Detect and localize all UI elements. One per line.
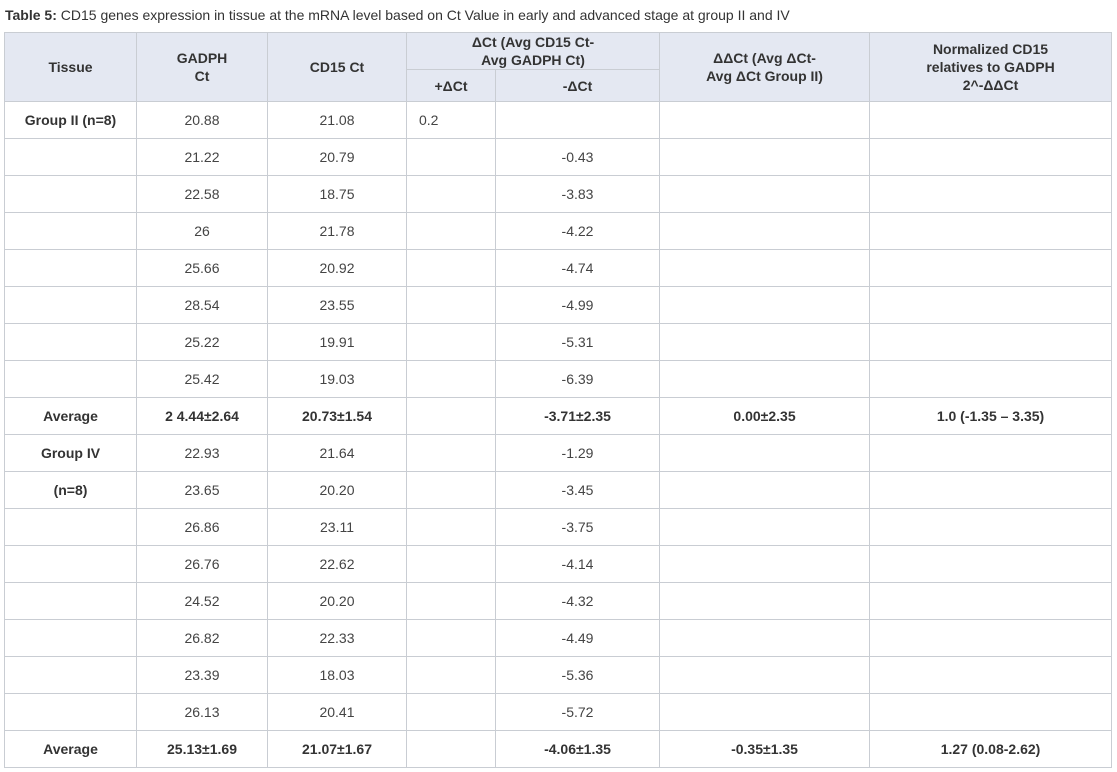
header-delta-delta-ct [660,33,870,102]
cell-gadph-ct: 25.22 [137,324,268,361]
cell-cd15-ct: 21.64 [268,435,407,472]
cell-plus-delta-ct [407,694,496,731]
table-caption [5,6,790,24]
table-row [5,139,1112,176]
cell-normalized: 1.27 (0.08-2.62) [870,731,1112,768]
cell-gadph-ct: 25.13±1.69 [137,731,268,768]
cell-delta-delta-ct [660,583,870,620]
cell-gadph-ct: 23.39 [137,657,268,694]
cell-minus-delta-ct: -3.83 [496,176,660,213]
cell-cd15-ct: 20.73±1.54 [268,398,407,435]
cell-gadph-ct: 24.52 [137,583,268,620]
cell-tissue [5,694,137,731]
cell-plus-delta-ct [407,139,496,176]
cell-normalized [870,546,1112,583]
table-row [5,213,1112,250]
cell-tissue: Average [5,731,137,768]
header-minus-delta-ct: -ΔCt [496,70,660,102]
cell-cd15-ct: 22.33 [268,620,407,657]
cell-tissue: Average [5,398,137,435]
cell-cd15-ct: 18.03 [268,657,407,694]
cell-gadph-ct: 26.13 [137,694,268,731]
cell-minus-delta-ct: -3.75 [496,509,660,546]
cell-tissue [5,620,137,657]
cell-minus-delta-ct: -5.31 [496,324,660,361]
cell-minus-delta-ct: -3.45 [496,472,660,509]
cell-minus-delta-ct: -4.14 [496,546,660,583]
cell-tissue [5,583,137,620]
cell-plus-delta-ct [407,250,496,287]
cell-tissue [5,324,137,361]
cell-delta-delta-ct [660,250,870,287]
cell-gadph-ct: 28.54 [137,287,268,324]
cell-plus-delta-ct [407,213,496,250]
header-norm-line1: Normalized CD15 [932,41,1049,57]
cell-plus-delta-ct [407,620,496,657]
cd15-expression-table [4,32,1112,768]
table-row [5,250,1112,287]
cell-gadph-ct: 22.58 [137,176,268,213]
cell-tissue [5,139,137,176]
cell-minus-delta-ct [496,102,660,139]
cell-normalized [870,287,1112,324]
cell-normalized [870,324,1112,361]
header-gadph [137,33,268,102]
table-row [5,694,1112,731]
cell-minus-delta-ct: -4.32 [496,583,660,620]
cell-minus-delta-ct: -4.49 [496,620,660,657]
cell-minus-delta-ct: -1.29 [496,435,660,472]
caption-label: Table 5: [5,7,57,23]
caption-text: CD15 genes expression in tissue at the mRNA level based on Ct Value in early and advanced stage at group II and IV [56,7,790,23]
cell-cd15-ct: 20.20 [268,472,407,509]
cell-cd15-ct: 20.41 [268,694,407,731]
header-ddct-line2: Avg ΔCt Group II) [706,68,823,84]
table-row [5,583,1112,620]
cell-delta-delta-ct [660,139,870,176]
header-norm-line2: relatives to GADPH [926,59,1055,75]
table-row [5,287,1112,324]
table-row [5,472,1112,509]
header-normalized [870,33,1112,102]
cell-cd15-ct: 21.07±1.67 [268,731,407,768]
cell-delta-delta-ct [660,361,870,398]
cell-cd15-ct: 23.11 [268,509,407,546]
cell-plus-delta-ct: 0.2 [407,102,496,139]
table-row [5,435,1112,472]
cell-minus-delta-ct: -4.06±1.35 [496,731,660,768]
cell-gadph-ct: 23.65 [137,472,268,509]
cell-gadph-ct: 21.22 [137,139,268,176]
cell-cd15-ct: 22.62 [268,546,407,583]
header-ddct-line1: ΔΔCt (Avg ΔCt- [713,50,816,66]
header-delta-ct [407,33,660,70]
cell-tissue [5,287,137,324]
cell-tissue [5,657,137,694]
cell-cd15-ct: 20.79 [268,139,407,176]
table-row [5,176,1112,213]
cell-minus-delta-ct: -4.99 [496,287,660,324]
table-body [5,102,1112,768]
cell-tissue [5,213,137,250]
header-norm-line3: 2^-ΔΔCt [962,77,1019,93]
cell-gadph-ct: 22.93 [137,435,268,472]
cell-plus-delta-ct [407,176,496,213]
cell-delta-delta-ct [660,102,870,139]
cell-gadph-ct: 25.66 [137,250,268,287]
cell-cd15-ct: 23.55 [268,287,407,324]
cell-cd15-ct: 18.75 [268,176,407,213]
cell-tissue: Group II (n=8) [5,102,137,139]
cell-delta-delta-ct [660,509,870,546]
header-delta-ct-line2: Avg GADPH Ct) [481,52,585,68]
cell-tissue: Group IV [5,435,137,472]
cell-cd15-ct: 20.20 [268,583,407,620]
cell-plus-delta-ct [407,435,496,472]
cell-normalized [870,102,1112,139]
cell-minus-delta-ct: -6.39 [496,361,660,398]
cell-minus-delta-ct: -4.22 [496,213,660,250]
cell-normalized [870,509,1112,546]
header-cd15: CD15 Ct [268,33,407,102]
table-row [5,657,1112,694]
cell-normalized [870,213,1112,250]
cell-plus-delta-ct [407,398,496,435]
cell-minus-delta-ct: -4.74 [496,250,660,287]
cell-plus-delta-ct [407,324,496,361]
cell-cd15-ct: 21.08 [268,102,407,139]
cell-normalized [870,694,1112,731]
cell-gadph-ct: 25.42 [137,361,268,398]
cell-delta-delta-ct: 0.00±2.35 [660,398,870,435]
cell-delta-delta-ct [660,620,870,657]
cell-delta-delta-ct [660,657,870,694]
cell-normalized [870,361,1112,398]
cell-tissue [5,361,137,398]
table-row [5,546,1112,583]
cell-delta-delta-ct [660,546,870,583]
cell-plus-delta-ct [407,509,496,546]
cell-cd15-ct: 21.78 [268,213,407,250]
cell-plus-delta-ct [407,472,496,509]
cell-gadph-ct: 20.88 [137,102,268,139]
cell-delta-delta-ct [660,324,870,361]
cell-normalized [870,657,1112,694]
average-row [5,398,1112,435]
cell-normalized [870,435,1112,472]
cell-gadph-ct: 26.82 [137,620,268,657]
cell-tissue [5,546,137,583]
cell-gadph-ct: 26.86 [137,509,268,546]
table-row [5,361,1112,398]
cell-plus-delta-ct [407,287,496,324]
cell-normalized [870,472,1112,509]
average-row [5,731,1112,768]
cell-normalized [870,139,1112,176]
cell-plus-delta-ct [407,546,496,583]
table-row [5,324,1112,361]
header-tissue: Tissue [5,33,137,102]
cell-minus-delta-ct: -0.43 [496,139,660,176]
cell-cd15-ct: 19.91 [268,324,407,361]
cell-gadph-ct: 26 [137,213,268,250]
cell-cd15-ct: 20.92 [268,250,407,287]
cell-tissue [5,509,137,546]
cell-delta-delta-ct [660,287,870,324]
header-delta-ct-line1: ΔCt (Avg CD15 Ct- [471,34,595,50]
cell-normalized [870,620,1112,657]
header-gadph-line1: GADPH [176,50,228,66]
cell-plus-delta-ct [407,731,496,768]
cell-delta-delta-ct [660,472,870,509]
table-row [5,102,1112,139]
cell-plus-delta-ct [407,583,496,620]
cell-minus-delta-ct: -5.72 [496,694,660,731]
header-plus-delta-ct: +ΔCt [407,70,496,102]
table-row [5,509,1112,546]
cell-tissue: (n=8) [5,472,137,509]
cell-delta-delta-ct [660,694,870,731]
header-gadph-line2: Ct [194,68,210,84]
cell-normalized [870,250,1112,287]
cell-minus-delta-ct: -5.36 [496,657,660,694]
cell-delta-delta-ct [660,176,870,213]
cell-gadph-ct: 2 4.44±2.64 [137,398,268,435]
cell-tissue [5,176,137,213]
cell-gadph-ct: 26.76 [137,546,268,583]
cell-cd15-ct: 19.03 [268,361,407,398]
cell-normalized: 1.0 (-1.35 – 3.35) [870,398,1112,435]
cell-plus-delta-ct [407,657,496,694]
cell-plus-delta-ct [407,361,496,398]
header-row-1 [5,33,1112,70]
cell-delta-delta-ct [660,213,870,250]
cell-normalized [870,583,1112,620]
cell-tissue [5,250,137,287]
cell-minus-delta-ct: -3.71±2.35 [496,398,660,435]
table-row [5,620,1112,657]
cell-delta-delta-ct [660,435,870,472]
cell-delta-delta-ct: -0.35±1.35 [660,731,870,768]
cell-normalized [870,176,1112,213]
